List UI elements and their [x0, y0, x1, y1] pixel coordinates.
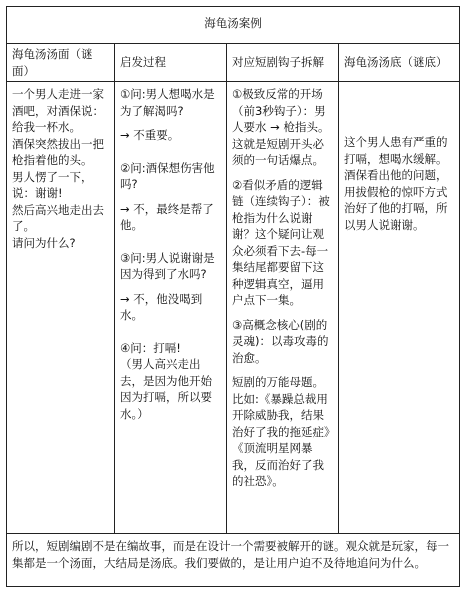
surface-line-2: 酒保突然拔出一把枪指着他的头。: [12, 136, 104, 167]
hook-point-5: 比如:《暴躁总裁用开除威胁我，结果治好了我的拖延症》《顶流明星网暴我，反而治好了我的社恐》。: [232, 391, 330, 488]
answer-1: → 不重要。: [120, 128, 180, 142]
question-1: ①问:男人想喝水是为了解渴吗?: [120, 87, 215, 118]
surface-line-4: 然后高兴地走出去了。: [12, 202, 104, 233]
footer-summary: 所以，短剧编剧不是在编故事，而是在设计一个需要被解开的谜。观众就是玩家，每一集都是一个汤面，大结局是汤底。我们要做的，是让用户迫不及待地追问为什么。: [7, 534, 460, 587]
question-4: ④问：打嗝!: [120, 340, 181, 355]
surface-line-3: 男人愣了一下，说：谢谢!: [12, 169, 93, 200]
question-3: ③问:男人说谢谢是因为得到了水吗?: [120, 250, 215, 281]
process-cell: [115, 82, 227, 534]
bottom-answer: 这个男人患有严重的打嗝，想喝水缓解。酒保看出他的问题，用拔假枪的惊吓方式治好了他的打嗝，所以男人说谢谢。: [344, 135, 448, 232]
surface-line-5: 请问为什么?: [12, 235, 76, 250]
header-bottom: 海龟汤汤底（谜底）: [339, 44, 460, 82]
bottom-cell: [339, 82, 460, 534]
hook-point-1: ①极致反常的开场（前3秒钩子）：男人要水 → 枪指头。这就是短剧开头必须的一句话爆点。: [232, 87, 330, 167]
hook-point-2: ②看似矛盾的逻辑链（连续钩子）：被枪指为什么说谢谢？这个疑问让观众必须看下去-每一集结尾都要留下这种逻辑真空，逼用户点下一集。: [232, 177, 330, 307]
question-2: ②问:酒保想伤害他吗?: [120, 160, 215, 191]
case-table: [6, 6, 460, 587]
header-surface: 海龟汤汤面（谜面）: [7, 44, 115, 82]
header-hook: 对应短剧钩子拆解: [227, 44, 339, 82]
table-title: 海龟汤案例: [7, 7, 460, 44]
answer-4: （男人高兴走出去，是因为他开始因为打嗝，所以要水。）: [120, 357, 212, 421]
hook-point-3: ③高概念核心(剧的灵魂)：以毒攻毒的治愈。: [232, 317, 329, 365]
hook-cell: [227, 82, 339, 534]
surface-cell: [7, 82, 115, 534]
hook-point-4: 短剧的万能母题。: [232, 375, 324, 389]
answer-2: → 不，最终是帮了他。: [120, 201, 214, 232]
surface-line-1: 一个男人走进一家酒吧，对酒保说：给我一杯水。: [12, 87, 104, 134]
header-process: 启发过程: [115, 44, 227, 82]
answer-3: → 不，他没喝到水。: [120, 291, 203, 322]
